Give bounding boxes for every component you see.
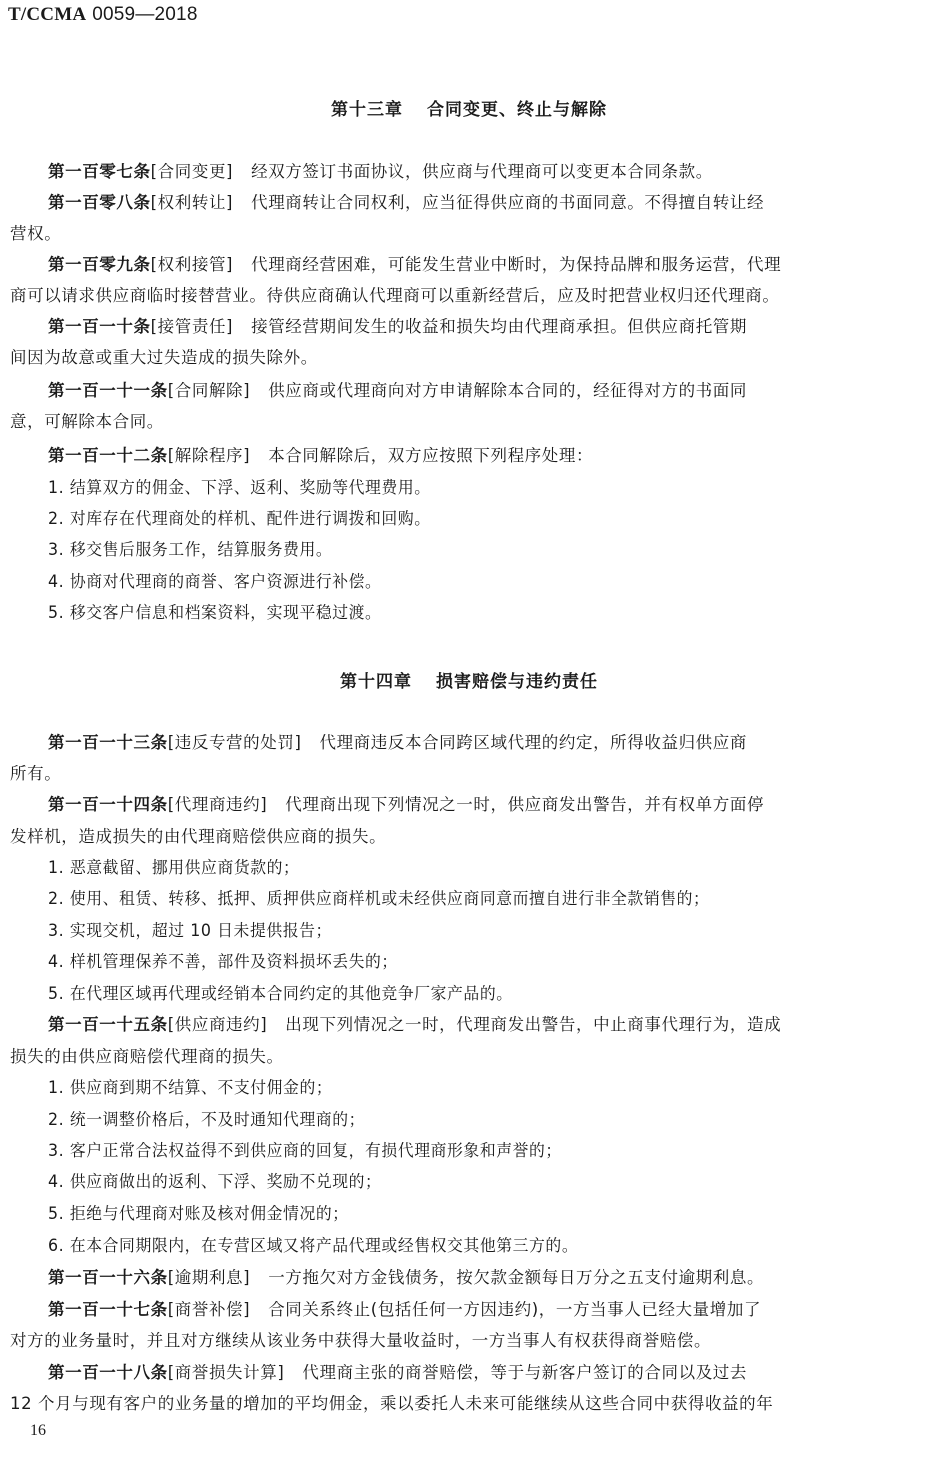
list-item: 3. 客户正常合法权益得不到供应商的回复，有损代理商形象和声誉的；	[48, 1141, 562, 1160]
article-number: 第一百一十八条	[48, 1363, 168, 1382]
article-number: 第一百零九条	[48, 255, 151, 274]
article-number: 第一百一十三条	[48, 733, 168, 752]
article-tag: [逾期利息]	[167, 1268, 251, 1287]
list-item: 4. 样机管理保养不善，部件及资料损坏丢失的；	[48, 952, 398, 971]
chapter-13-heading	[0, 95, 938, 120]
text-line: 所有。	[10, 764, 62, 783]
article-text: 一方拖欠对方金钱债务，按欠款金额每日万分之五支付逾期利息。	[268, 1268, 765, 1287]
list-item: 2. 对库存在代理商处的样机、配件进行调拨和回购。	[48, 509, 431, 528]
article-text: 出现下列情况之一时，代理商发出警告，中止商事代理行为，造成	[285, 1015, 782, 1034]
list-item: 2. 统一调整价格后，不及时通知代理商的；	[48, 1110, 366, 1129]
article-tag: [供应商违约]	[167, 1015, 268, 1034]
article-number: 第一百一十六条	[48, 1268, 168, 1287]
article-117	[48, 1299, 930, 1321]
text-line: 营权。	[10, 224, 62, 243]
list-item: 5. 移交客户信息和档案资料，实现平稳过渡。	[48, 603, 382, 622]
list-item: 1. 结算双方的佣金、下浮、返利、奖励等代理费用。	[48, 478, 431, 497]
article-tag: [代理商违约]	[167, 795, 268, 814]
article-110	[48, 316, 930, 338]
article-text: 代理商出现下列情况之一时，供应商发出警告，并有权单方面停	[285, 795, 765, 814]
article-tag: [合同解除]	[167, 381, 251, 400]
article-text: 供应商或代理商向对方申请解除本合同的，经征得对方的书面同	[268, 381, 747, 400]
article-tag: [商誉损失计算]	[167, 1363, 285, 1382]
standard-code	[8, 4, 198, 26]
article-number: 第一百零七条	[48, 162, 151, 181]
list-item: 4. 供应商做出的返利、下浮、奖励不兑现的；	[48, 1172, 382, 1191]
article-text: 接管经营期间发生的收益和损失均由代理商承担。但供应商托管期	[251, 317, 747, 336]
text-line: 损失的由供应商赔偿代理商的损失。	[10, 1047, 284, 1066]
article-tag: [接管责任]	[150, 317, 234, 336]
chapter-number: 第十四章	[340, 672, 412, 692]
article-108	[48, 192, 930, 214]
article-116	[48, 1267, 930, 1289]
article-tag: [商誉补偿]	[167, 1300, 251, 1319]
article-tag: [合同变更]	[150, 162, 234, 181]
article-text: 代理商转让合同权利，应当征得供应商的书面同意。不得擅自转让经	[251, 193, 765, 212]
article-number: 第一百一十五条	[48, 1015, 168, 1034]
text-line: 商可以请求供应商临时接替营业。待供应商确认代理商可以重新经营后，应及时把营业权归还代理商。	[10, 286, 780, 305]
chapter-title: 损害赔偿与违约责任	[436, 672, 598, 692]
article-number: 第一百一十四条	[48, 795, 168, 814]
standard-number: 0059—2018	[92, 4, 198, 25]
list-item: 1. 恶意截留、挪用供应商货款的；	[48, 858, 300, 877]
text-line: 对方的业务量时，并且对方继续从该业务中获得大量收益时，一方当事人有权获得商誉赔偿。	[10, 1331, 712, 1350]
standard-prefix: T/CCMA	[8, 4, 87, 25]
article-107	[48, 161, 930, 183]
article-number: 第一百一十七条	[48, 1300, 168, 1319]
list-item: 2. 使用、租赁、转移、抵押、质押供应商样机或未经供应商同意而擅自进行非全款销售的；	[48, 889, 710, 908]
article-111	[48, 380, 930, 402]
article-number: 第一百零八条	[48, 193, 151, 212]
chapter-title: 合同变更、终止与解除	[427, 100, 607, 120]
list-item: 3. 移交售后服务工作，结算服务费用。	[48, 540, 333, 559]
list-item: 6. 在本合同期限内，在专营区域又将产品代理或经售权交其他第三方的。	[48, 1236, 579, 1255]
article-text: 代理商经营困难，可能发生营业中断时，为保持品牌和服务运营，代理	[251, 255, 782, 274]
article-tag: [违反专营的处罚]	[167, 733, 302, 752]
article-number: 第一百一十一条	[48, 381, 168, 400]
text-line: 间因为故意或重大过失造成的损失除外。	[10, 348, 318, 367]
article-114	[48, 794, 930, 816]
list-item: 3. 实现交机，超过 10 日未提供报告；	[48, 921, 332, 940]
list-item: 4. 协商对代理商的商誉、客户资源进行补偿。	[48, 572, 382, 591]
chapter-number: 第十三章	[331, 100, 403, 120]
page-number: 16	[30, 1422, 46, 1439]
article-tag: [权利接管]	[150, 255, 234, 274]
article-text: 合同关系终止(包括任何一方因违约)，一方当事人已经大量增加了	[268, 1300, 762, 1319]
text-line: 12 个月与现有客户的业务量的增加的平均佣金，乘以委托人未来可能继续从这些合同中获得收益的年	[10, 1394, 774, 1413]
article-text: 代理商主张的商誉赔偿，等于与新客户签订的合同以及过去	[302, 1363, 747, 1382]
article-tag: [解除程序]	[167, 446, 251, 465]
article-115	[48, 1014, 930, 1036]
list-item: 5. 在代理区域再代理或经销本合同约定的其他竞争厂家产品的。	[48, 984, 513, 1003]
article-112	[48, 445, 930, 467]
list-item: 1. 供应商到期不结算、不支付佣金的；	[48, 1078, 333, 1097]
article-text: 本合同解除后，双方应按照下列程序处理：	[268, 446, 594, 465]
article-113	[48, 732, 930, 754]
article-109	[48, 254, 930, 276]
article-118	[48, 1362, 930, 1384]
text-line: 发样机，造成损失的由代理商赔偿供应商的损失。	[10, 827, 387, 846]
text-line: 意，可解除本合同。	[10, 412, 164, 431]
article-text: 代理商违反本合同跨区域代理的约定，所得收益归供应商	[319, 733, 747, 752]
article-tag: [权利转让]	[150, 193, 234, 212]
list-item: 5. 拒绝与代理商对账及核对佣金情况的；	[48, 1204, 349, 1223]
article-number: 第一百一十条	[48, 317, 151, 336]
chapter-14-heading	[0, 667, 938, 692]
article-text: 经双方签订书面协议，供应商与代理商可以变更本合同条款。	[251, 162, 713, 181]
article-number: 第一百一十二条	[48, 446, 168, 465]
